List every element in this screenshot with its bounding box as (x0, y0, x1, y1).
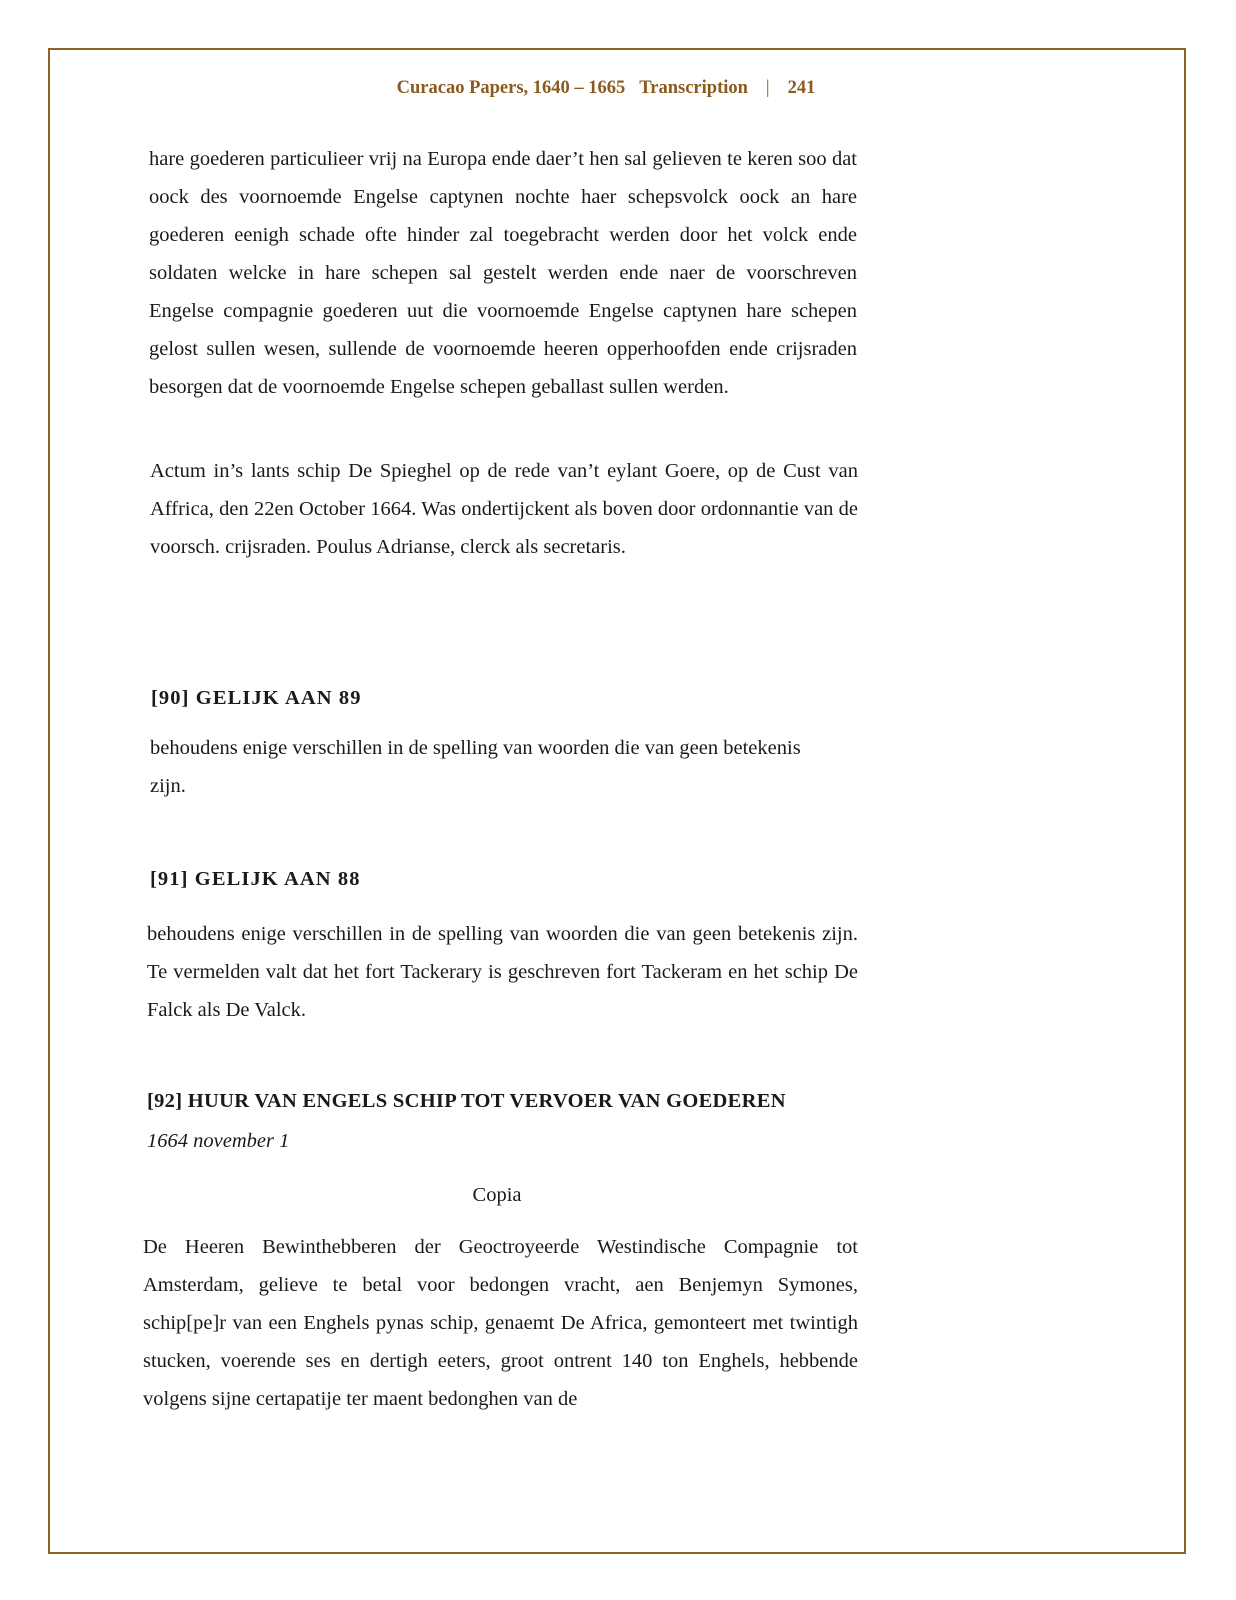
section-91-body: behoudens enige verschillen in de spelling van woorden die van geen betekenis zijn. Te vermelden valt dat het fort Tackerary is geschreven fort Tackeram en het schip De Falck als De Valck. (147, 923, 858, 1021)
running-header (0, 78, 1236, 99)
paragraph-actum: Actum in’s lants schip De Spieghel op de rede van’t eylant Goere, op de Cust van Affrica, den 22en October 1664. Was ondertijckent als boven door ordonnantie van de voorsch. crijsraden. Poulus Adrianse, clerck als secretaris. (150, 460, 858, 558)
section-90-line: behoudens enige verschillen in de spelling van woorden die van geen betekenis (150, 737, 801, 759)
copia-label: Copia (472, 1184, 522, 1206)
section-90-line: zijn. (150, 775, 186, 797)
section-91-heading: [91] GELIJK AAN 88 (150, 868, 361, 890)
section-90-body (150, 729, 858, 805)
section-92-heading: [92] HUUR VAN ENGELS SCHIP TOT VERVOER VAN GOEDEREN (147, 1090, 786, 1112)
section-90-heading: [90] GELIJK AAN 89 (151, 687, 362, 709)
paragraph-continuation: hare goederen particulieer vrij na Europa ende daer’t hen sal gelieven te keren soo dat oock des voornoemde Engelse captynen nochte haer schepsvolck oock an hare goederen eenigh schade ofte hinder zal toegebracht werden door het volck ende soldaten welcke in hare schepen sal gestelt werden ende naer de voorschreven Engelse compagnie goederen uut die voornoemde Engelse captynen hare schepen gelost sullen wesen, sullende de voornoemde heeren opperhoofden ende crijsraden besorgen dat de voornoemde Engelse schepen geballast sullen werden. (149, 148, 857, 398)
page-number: 241 (787, 78, 816, 98)
section-92-date: 1664 november 1 (147, 1130, 290, 1152)
section-92-body: De Heeren Bewinthebberen der Geoctroyeerde Westindische Compagnie tot Amsterdam, gelieve te betal voor bedongen vracht, aen Benjemyn Symones, schip[pe]r van een Enghels pynas schip, genaemt De Africa, gemonteert met twintigh stucken, voerende ses en dertigh eeters, groot ontrent 140 ton Enghels, hebbende volgens sijne certapatije ter maent bedonghen van de (143, 1236, 858, 1410)
header-separator: | (765, 78, 770, 98)
book-title: Curacao Papers, 1640 – 1665 (396, 78, 626, 98)
section-label: Transcription (639, 78, 748, 98)
